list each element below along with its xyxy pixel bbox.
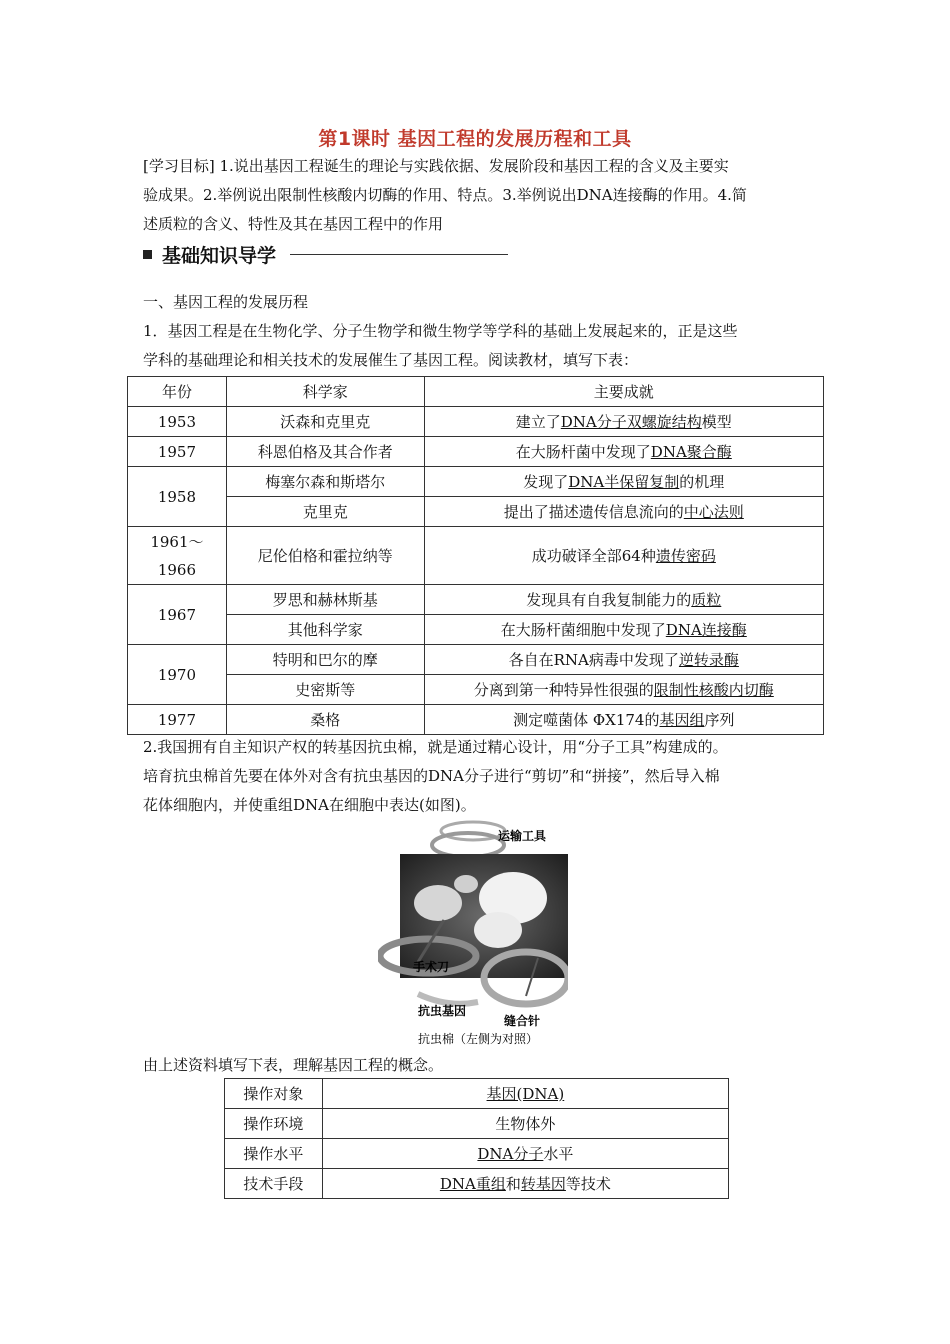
key-cell: 操作水平	[225, 1139, 323, 1169]
table-row	[128, 497, 824, 527]
column-header: 科学家	[226, 377, 424, 407]
scientist-cell: 科恩伯格及其合作者	[226, 437, 424, 467]
year-cell: 1970	[128, 645, 227, 705]
key-cell: 操作对象	[225, 1079, 323, 1109]
objectives-line: [学习目标] 1.说出基因工程诞生的理论与实践依据、发展阶段和基因工程的含义及主要实	[143, 157, 729, 175]
scientist-cell: 尼伦伯格和霍拉纳等	[226, 527, 424, 585]
year-cell: 1953	[128, 407, 227, 437]
section-rule	[290, 254, 508, 255]
label-gene: 抗虫基因	[418, 1004, 467, 1018]
paragraph-line: 花体细胞内，并使重组DNA在细胞中表达(如图)。	[143, 796, 476, 814]
achievement-cell: 测定噬菌体 ΦX174的基因组序列	[424, 705, 823, 735]
cotton-figure	[378, 818, 568, 1050]
table-row	[128, 407, 824, 437]
paragraph-line: 培育抗虫棉首先要在体外对含有抗虫基因的DNA分子进行“剪切”和“拼接”，然后导入棉	[143, 767, 720, 785]
column-header: 年份	[128, 377, 227, 407]
table-row	[128, 675, 824, 705]
table-row	[128, 615, 824, 645]
achievement-cell: 建立了DNA分子双螺旋结构模型	[424, 407, 823, 437]
table-row	[128, 437, 824, 467]
year-cell: 1958	[128, 467, 227, 527]
paragraph-line: 1．基因工程是在生物化学、分子生物学和微生物学等学科的基础上发展起来的，正是这些	[143, 322, 738, 340]
value-cell: DNA重组和转基因等技术	[322, 1169, 728, 1199]
page-title: 第1课时 基因工程的发展历程和工具	[318, 128, 632, 150]
objectives-line: 验成果。2.举例说出限制性核酸内切酶的作用、特点。3.举例说出DNA连接酶的作用。4.简	[143, 186, 747, 204]
table-row	[128, 585, 824, 615]
table-row	[128, 645, 824, 675]
label-scissors: 手术刀	[413, 960, 450, 974]
value-cell: 生物体外	[322, 1109, 728, 1139]
achievement-cell: 成功破译全部64种遗传密码	[424, 527, 823, 585]
section-heading	[143, 240, 508, 268]
achievement-cell: 分离到第一种特异性很强的限制性核酸内切酶	[424, 675, 823, 705]
year-cell: 1977	[128, 705, 227, 735]
figure-caption: 抗虫棉（左侧为对照）	[418, 1032, 539, 1046]
year-cell: 1957	[128, 437, 227, 467]
achievement-cell: 各自在RNA病毒中发现了逆转录酶	[424, 645, 823, 675]
scientist-cell: 克里克	[226, 497, 424, 527]
scientist-cell: 史密斯等	[226, 675, 424, 705]
concept-intro: 由上述资料填写下表，理解基因工程的概念。	[143, 1056, 444, 1074]
section-heading-text: 基础知识导学	[162, 244, 277, 267]
year-cell: 1961～ 1966	[128, 527, 227, 585]
objectives-line: 述质粒的含义、特性及其在基因工程中的作用	[143, 215, 444, 233]
achievement-cell: 发现了DNA半保留复制的机理	[424, 467, 823, 497]
column-header: 主要成就	[424, 377, 823, 407]
scientist-cell: 罗思和赫林斯基	[226, 585, 424, 615]
table-row	[225, 1169, 729, 1199]
table-header-row	[128, 377, 824, 407]
label-transport: 运输工具	[498, 829, 547, 843]
history-table	[127, 376, 824, 735]
figure-illustration	[378, 818, 568, 1050]
scientist-cell: 其他科学家	[226, 615, 424, 645]
scientist-cell: 梅塞尔森和斯塔尔	[226, 467, 424, 497]
paragraph-line: 学科的基础理论和相关技术的发展催生了基因工程。阅读教材，填写下表：	[143, 351, 639, 369]
key-cell: 技术手段	[225, 1169, 323, 1199]
subsection-heading: 一、基因工程的发展历程	[143, 293, 309, 311]
scientist-cell: 特明和巴尔的摩	[226, 645, 424, 675]
scientist-cell: 桑格	[226, 705, 424, 735]
scientist-cell: 沃森和克里克	[226, 407, 424, 437]
achievement-cell: 发现具有自我复制能力的质粒	[424, 585, 823, 615]
value-cell: 基因(DNA)	[322, 1079, 728, 1109]
intro-paragraph	[143, 317, 813, 375]
table-row	[128, 705, 824, 735]
table-row	[225, 1109, 729, 1139]
cotton-paragraph	[143, 733, 813, 820]
concept-table	[224, 1078, 729, 1199]
table-row	[128, 527, 824, 585]
paragraph-line: 2.我国拥有自主知识产权的转基因抗虫棉，就是通过精心设计，用“分子工具”构建成的。	[143, 738, 728, 756]
table-row	[225, 1139, 729, 1169]
value-cell: DNA分子水平	[322, 1139, 728, 1169]
table-row	[225, 1079, 729, 1109]
achievement-cell: 在大肠杆菌细胞中发现了DNA连接酶	[424, 615, 823, 645]
year-cell: 1967	[128, 585, 227, 645]
table-row	[128, 467, 824, 497]
achievement-cell: 在大肠杆菌中发现了DNA聚合酶	[424, 437, 823, 467]
achievement-cell: 提出了描述遗传信息流向的中心法则	[424, 497, 823, 527]
learning-objectives	[143, 152, 813, 239]
key-cell: 操作环境	[225, 1109, 323, 1139]
label-needle: 缝合针	[504, 1014, 541, 1028]
square-bullet-icon	[143, 250, 152, 259]
